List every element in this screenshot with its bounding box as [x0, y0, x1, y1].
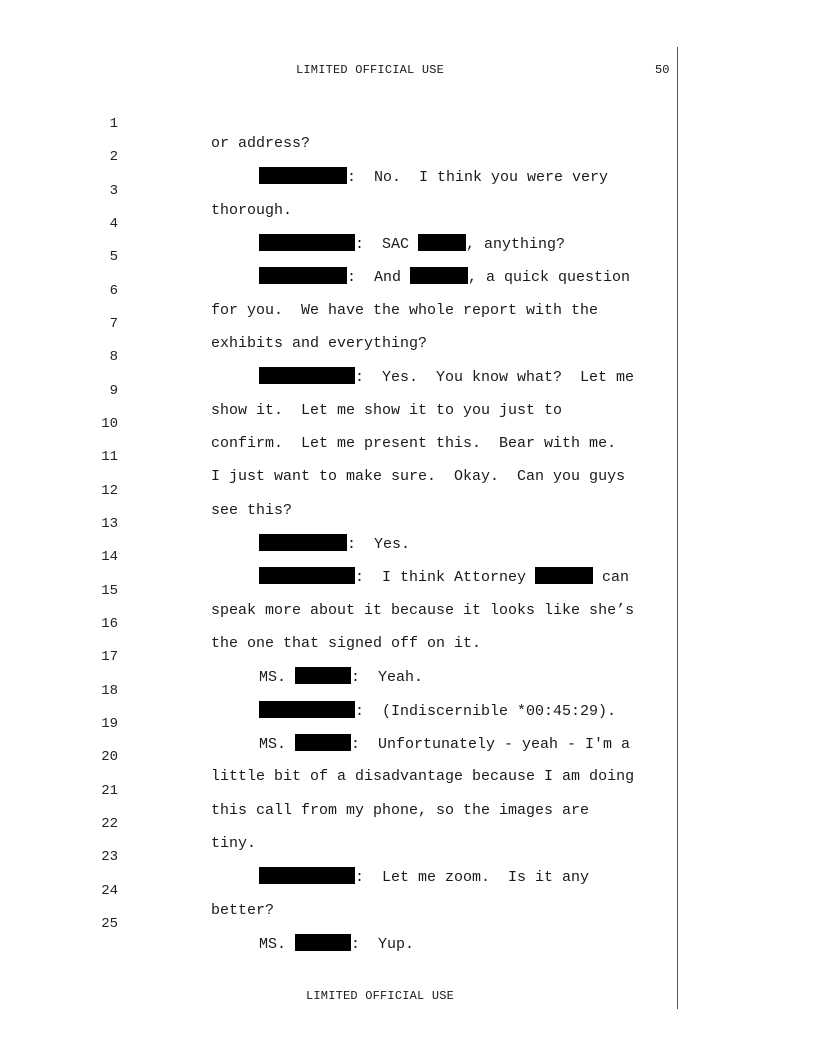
line-number: 19 — [101, 716, 118, 732]
line-number: 8 — [109, 349, 118, 365]
transcript-line — [0, 527, 680, 586]
speaker-prefix: MS. — [259, 936, 296, 953]
transcript-line — [0, 727, 680, 785]
line-number: 13 — [101, 516, 118, 532]
line-number: 11 — [101, 449, 118, 465]
transcript-line — [0, 494, 680, 553]
transcript-line — [0, 427, 680, 485]
transcript-line — [0, 127, 680, 186]
transcript-line — [0, 161, 680, 219]
line-text: : Unfortunately - yeah - I'm a — [351, 736, 631, 753]
transcript-line — [0, 661, 680, 720]
transcript-line — [0, 261, 680, 319]
transcript-line — [0, 227, 680, 286]
line-number: 15 — [101, 583, 118, 599]
line-number: 9 — [109, 383, 118, 399]
line-text: : No. I think you were very — [347, 169, 609, 186]
transcript-line — [0, 694, 680, 753]
transcript-line — [0, 94, 680, 152]
transcript-line — [0, 394, 680, 452]
line-number: 4 — [109, 216, 118, 232]
line-number: 7 — [109, 316, 118, 332]
line-number: 1 — [109, 116, 118, 132]
transcript-line — [0, 327, 680, 386]
transcript-line — [0, 861, 680, 919]
line-text: thorough. — [211, 202, 293, 219]
transcript-line — [0, 361, 680, 419]
line-text: better? — [211, 902, 275, 919]
line-text: little bit of a disadvantage because I am doing — [211, 768, 635, 785]
line-text: I just want to make sure. Okay. Can you guys — [211, 468, 626, 485]
speaker-prefix: MS. — [259, 736, 296, 753]
line-text: , a quick question — [468, 269, 631, 286]
line-text: the one that signed off on it. — [211, 635, 482, 652]
line-number: 12 — [101, 483, 118, 499]
line-number: 25 — [101, 916, 118, 932]
line-text: , anything? — [466, 236, 566, 253]
line-text: : Yup. — [351, 936, 415, 953]
line-text: see this? — [211, 502, 293, 519]
line-number: 2 — [109, 149, 118, 165]
page-header: LIMITED OFFICIAL USE — [296, 63, 445, 77]
line-text: or address? — [211, 135, 311, 152]
line-number: 5 — [109, 249, 118, 265]
line-text: : Yes. You know what? Let me — [355, 369, 635, 386]
page-number: 50 — [655, 63, 670, 77]
line-number: 14 — [101, 549, 118, 565]
line-text: confirm. Let me present this. Bear with me. — [211, 435, 617, 452]
transcript-line — [0, 294, 680, 352]
line-text: : SAC — [355, 236, 419, 253]
line-text: tiny. — [211, 835, 257, 852]
transcript-line — [0, 461, 680, 519]
line-number: 22 — [101, 816, 118, 832]
transcript-line — [0, 627, 680, 686]
transcript-line — [0, 794, 680, 852]
line-text: this call from my phone, so the images are — [211, 802, 590, 819]
transcript-line — [0, 561, 680, 619]
line-number: 23 — [101, 849, 118, 865]
line-number: 16 — [101, 616, 118, 632]
line-number: 10 — [101, 416, 118, 432]
transcript-line — [0, 894, 680, 953]
line-text: : Let me zoom. Is it any — [355, 869, 590, 886]
line-text: : And — [347, 269, 411, 286]
line-number: 24 — [101, 883, 118, 899]
line-text: : I think Attorney — [355, 569, 536, 586]
transcript-line — [0, 827, 680, 886]
transcript-line — [0, 761, 680, 819]
speaker-prefix: MS. — [259, 669, 296, 686]
transcript-line — [0, 194, 680, 253]
line-number: 3 — [109, 183, 118, 199]
line-text: show it. Let me show it to you just to — [211, 402, 563, 419]
line-number: 6 — [109, 283, 118, 299]
line-text: : Yes. — [347, 536, 411, 553]
transcript-line — [0, 594, 680, 652]
line-text: speak more about it because it looks like she’s — [211, 602, 635, 619]
redaction-block — [295, 934, 351, 951]
line-text: : Yeah. — [351, 669, 424, 686]
line-number: 18 — [101, 683, 118, 699]
line-text: for you. We have the whole report with the — [211, 302, 599, 319]
line-text: can — [593, 569, 630, 586]
line-text: exhibits and everything? — [211, 335, 428, 352]
line-number: 17 — [101, 649, 118, 665]
line-text: : (Indiscernible *00:45:29). — [355, 703, 617, 720]
line-number: 21 — [101, 783, 118, 799]
line-number: 20 — [101, 749, 118, 765]
page-footer: LIMITED OFFICIAL USE — [306, 989, 455, 1003]
